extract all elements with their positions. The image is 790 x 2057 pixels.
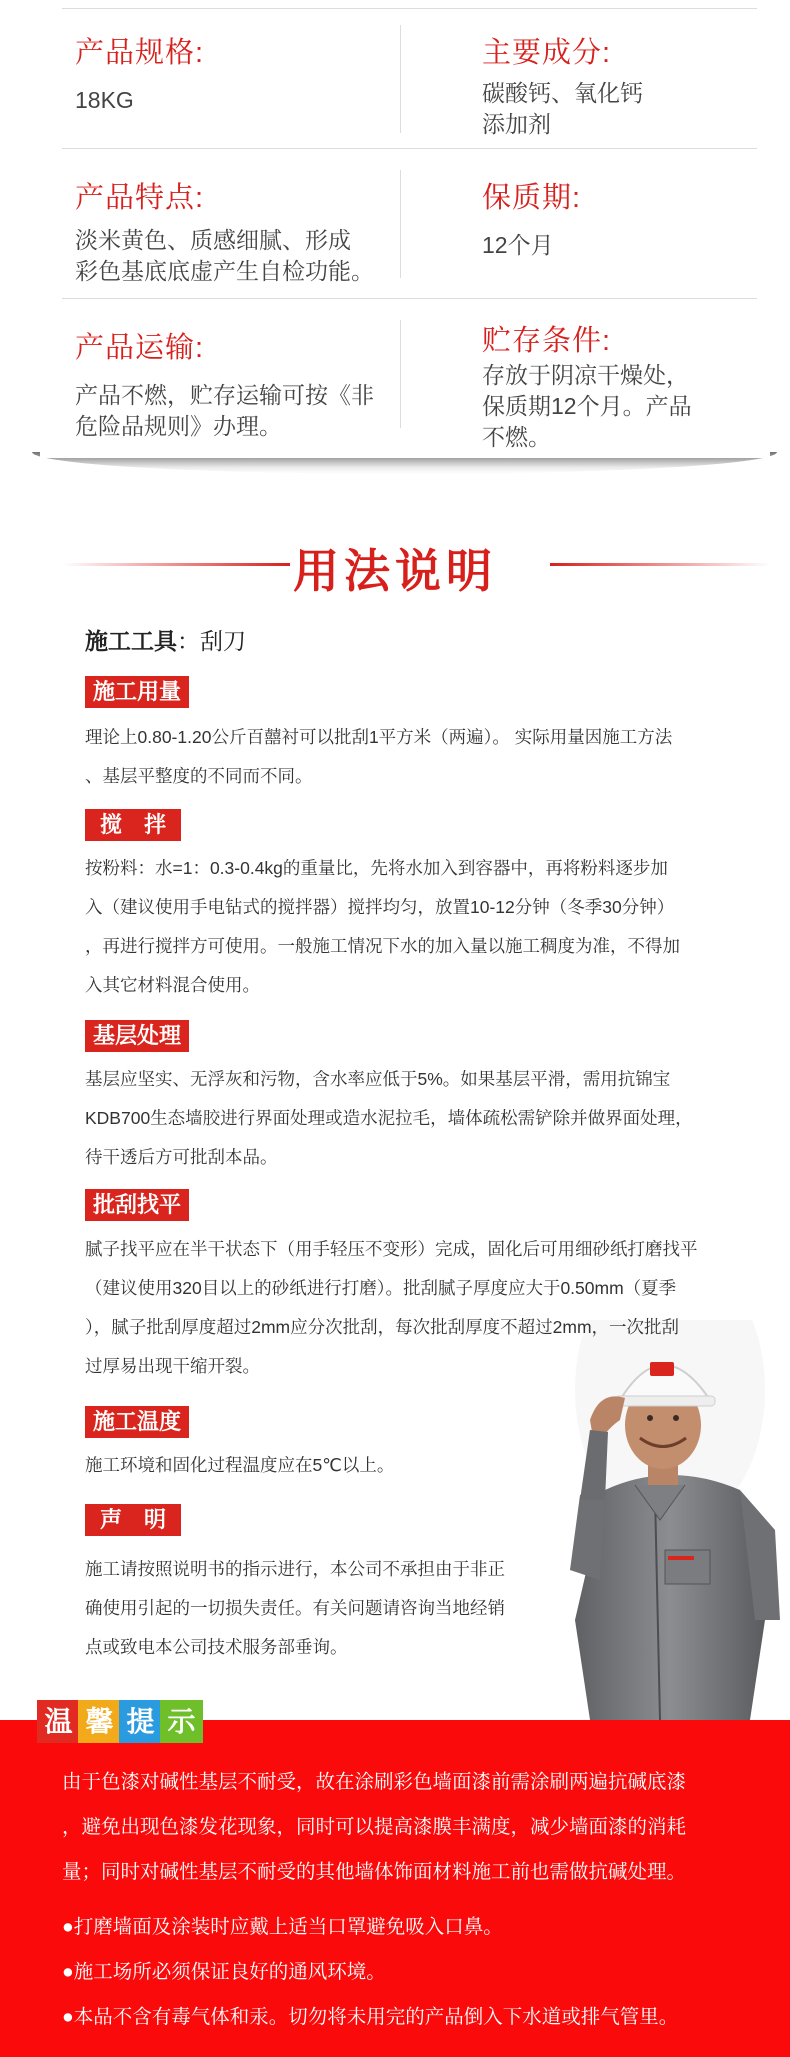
ingredient-title: 主要成分:	[482, 37, 612, 69]
tips-title-char: 示	[160, 1700, 203, 1743]
para-mixing: 按粉料：水=1：0.3-0.4kg的重量比，先将水加入到容器中，再将粉料逐步加 入（建议使用手电钻式的搅拌器）搅拌均匀，放置10-12分钟（冬季30分钟） ，再进行搅拌方可使用。一般施工情况下水的加入量以施工稠度为准，不得加 入其它材料混合使用。	[85, 858, 680, 995]
tips-title-char: 提	[119, 1700, 162, 1743]
para-leveling: 腻子找平应在半干状态下（用手轻压不变形）完成，固化后可用细砂纸打磨找平 （建议使用320目以上的砂纸进行打磨）。批刮腻子厚度应大于0.50mm（夏季 ），腻子批刮厚度超过2mm应分次批刮，每次批刮厚度不超过2mm，一次批刮 过厚易出现干缩开裂。	[85, 1239, 698, 1376]
para-usage-amount: 理论上0.80-1.20公斤百囍衬可以批刮1平方米（两遍）。 实际用量因施工方法 、基层平整度的不同而不同。	[85, 727, 673, 786]
divider	[62, 8, 757, 9]
divider	[62, 148, 757, 149]
divider	[62, 298, 757, 299]
tool-label: 施工工具	[85, 628, 177, 654]
transport-title: 产品运输:	[75, 332, 205, 364]
divider	[400, 170, 401, 278]
feature-value: 淡米黄色、质感细腻、形成 彩色基底底虚产生自检功能。	[75, 227, 374, 284]
divider	[400, 25, 401, 133]
spec-title: 产品规格:	[75, 37, 205, 69]
transport-value: 产品不燃，贮存运输可按《非 危险品规则》办理。	[75, 382, 374, 439]
tag-statement: 声 明	[85, 1504, 181, 1536]
shelf-title: 保质期:	[482, 182, 582, 214]
tips-bullet: ●本品不含有毒气体和汞。切勿将未用完的产品倒入下水道或排气管里。	[62, 2006, 679, 2028]
tool-value: ：刮刀	[177, 628, 246, 654]
tag-base-treatment: 基层处理	[85, 1020, 189, 1052]
divider	[400, 320, 401, 428]
tips-title-char: 温	[37, 1700, 80, 1743]
para-base-treatment: 基层应坚实、无浮灰和污物，含水率应低于5%。如果基层平滑，需用抗锦宝 KDB700生态墙胶进行界面处理或造水泥拉毛，墙体疏松需铲除并做界面处理， 待干透后方可批刮本品。	[85, 1069, 693, 1167]
para-statement: 施工请按照说明书的指示进行，本公司不承担由于非正 确使用引起的一切损失责任。有关问题请咨询当地经销 点或致电本公司技术服务部垂询。	[85, 1559, 505, 1657]
shelf-value: 12个月	[482, 232, 554, 258]
para-temperature: 施工环境和固化过程温度应在5℃以上。	[85, 1455, 395, 1475]
storage-title: 贮存条件:	[482, 325, 612, 357]
tag-leveling: 批刮找平	[85, 1189, 189, 1221]
usage-title: 用法说明	[293, 545, 497, 597]
tips-bullet: ●施工场所必须保证良好的通风环境。	[62, 1961, 386, 1983]
tag-mixing: 搅 拌	[85, 809, 181, 841]
tips-bullet: ●打磨墙面及涂装时应戴上适当口罩避免吸入口鼻。	[62, 1916, 503, 1938]
tips-title-char: 馨	[78, 1700, 121, 1743]
storage-value: 存放于阴凉干燥处， 保质期12个月。产品 不燃。	[482, 362, 692, 450]
tips-paragraph: 由于色漆对碱性基层不耐受，故在涂刷彩色墙面漆前需涂刷两遍抗碱底漆 ，避免出现色漆发花现象，同时可以提高漆膜丰满度，减少墙面漆的消耗 量；同时对碱性基层不耐受的其他墙体饰面材料施工前也需做抗碱处理。	[62, 1771, 687, 1883]
tool-line	[85, 623, 246, 656]
spec-value: 18KG	[75, 87, 134, 113]
ingredient-value: 碳酸钙、氧化钙 添加剂	[482, 80, 643, 137]
tag-usage-amount: 施工用量	[85, 676, 189, 708]
feature-title: 产品特点:	[75, 182, 205, 214]
tag-temperature: 施工温度	[85, 1406, 189, 1438]
